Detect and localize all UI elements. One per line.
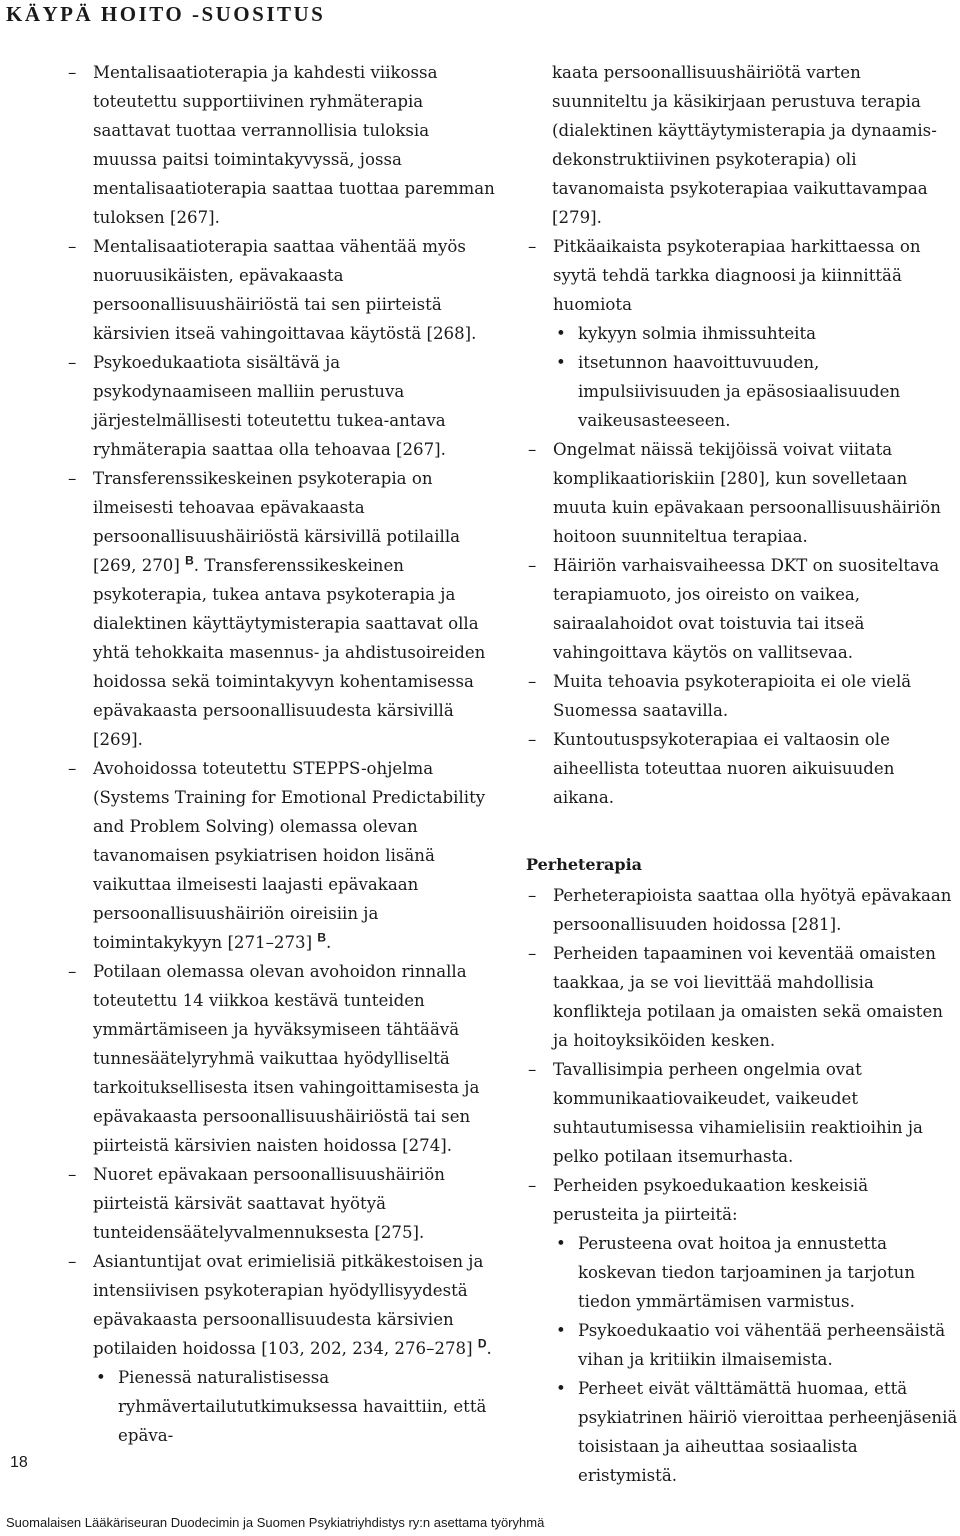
bullet-list (553, 319, 958, 435)
bullet-item: • Perusteena ovat hoitoa ja ennustetta koskevan tiedon tarjoaminen ja tarjotun tiedon ymmärtämisen varmistus. (553, 1229, 958, 1316)
bullet-item: • Pienessä naturalistisessa ryhmävertailututkimuksessa havaittiin, että epäva- (93, 1363, 498, 1450)
list-item: – Ongelmat näissä tekijöissä voivat viitata komplikaatioriskiin [280], kun sovelletaan muuta kuin epävakaan persoonallisuushäiriön hoitoon suunniteltua terapiaa. (526, 435, 958, 551)
list-item: – Tavallisimpia perheen ongelmia ovat kommunikaatiovaikeudet, vaikeudet suhtautumisessa vihamielisiin reaktioihin ja pelko potilaan itsemurhasta. (526, 1055, 958, 1171)
list-item: – Potilaan olemassa olevan avohoidon rinnalla toteutettu 14 viikkoa kestävä tunteiden ymmärtämiseen ja hyväksymiseen tähtäävä tunnesäätelyryhmä vaikuttaa hyödylliseltä tarkoituksellisesta itsen vahingoittamisesta ja epävakaasta persoonallisuushäiriöstä tai sen piirteistä kärsivien naisten hoidossa [274]. (66, 957, 498, 1160)
list-item: – Kuntoutuspsykoterapiaa ei valtaosin ole aiheellista toteuttaa nuoren aikuisuuden aikana. (526, 725, 958, 812)
list-item (66, 464, 498, 754)
evidence-grade: B (185, 553, 194, 568)
item-text: . (486, 1339, 492, 1358)
section-heading: Perheterapia (526, 855, 643, 874)
item-text: . (326, 933, 332, 952)
bullet-item: • Perheet eivät välttämättä huomaa, että psykiatrinen häiriö vieroittaa perheenjäseniä toisistaan ja aiheuttaa sosiaalista eristymistä. (553, 1374, 958, 1490)
list-item: – Psykoedukaatiota sisältävä ja psykodynaamiseen malliin perustuva järjestelmällisesti toteutettu tukea-antava ryhmäterapia saattaa olla tehoavaa [267]. (66, 348, 498, 464)
list-item (66, 1247, 498, 1450)
item-text: Perheiden psykoedukaation keskeisiä perusteita ja piirteitä: (553, 1176, 869, 1224)
document-header: KÄYPÄ HOITO -SUOSITUS (6, 2, 326, 26)
right-column (526, 58, 958, 1490)
bullet-item: • Psykoedukaatio voi vähentää perheensäistä vihan ja kritiikin ilmaisemista. (553, 1316, 958, 1374)
item-text: . Transferenssikeskeinen psykoterapia, tukea antava psykoterapia ja dialektinen käyttäytymisterapia saattavat olla yhtä tehokkaita masennus- ja ahdistusoireiden hoidossa sekä toimintakyvyn kohentamisessa epävakaasta persoonallisuudesta kärsivillä [269]. (93, 556, 486, 749)
list-item (66, 754, 498, 957)
page-number: 18 (10, 1454, 28, 1471)
bullet-item: • itsetunnon haavoittuvuuden, impulsiivisuuden ja epäsosiaalisuuden vaikeusasteeseen. (553, 348, 958, 435)
page-footer: Suomalaisen Lääkäriseuran Duodecimin ja Suomen Psykiatriyhdistys ry:n asettama työryhmä (6, 1515, 545, 1530)
bullet-list (93, 1363, 498, 1450)
bullet-item: • kykyyn solmia ihmissuhteita (553, 319, 958, 348)
family-therapy-list (526, 881, 958, 1490)
item-text: Transferenssikeskeinen psykoterapia on ilmeisesti tehoavaa epävakaasta persoonallisuushäiriöstä kärsivillä potilailla [269, 270] (93, 469, 461, 575)
list-item: – Mentalisaatioterapia ja kahdesti viikossa toteutettu supportiivinen ryhmäterapia saattavat tuottaa verrannollisia tuloksia muussa paitsi toimintakyvyssä, jossa mentalisaatioterapia saattaa tuottaa paremman tuloksen [267]. (66, 58, 498, 232)
bullet-list (553, 1229, 958, 1490)
list-item: – Muita tehoavia psykoterapioita ei ole vielä Suomessa saatavilla. (526, 667, 958, 725)
evidence-grade: B (317, 930, 326, 945)
item-text: Pitkäaikaista psykoterapiaa harkittaessa on syytä tehdä tarkka diagnoosi ja kiinnittää huomiota (553, 237, 921, 314)
list-item (526, 232, 958, 435)
right-dash-list (526, 232, 958, 812)
list-item (526, 1171, 958, 1490)
list-item: – Nuoret epävakaan persoonallisuushäiriön piirteistä kärsivät saattavat hyötyä tunteidensäätelyvalmennuksesta [275]. (66, 1160, 498, 1247)
item-text: Avohoidossa toteutettu STEPPS-ohjelma (Systems Training for Emotional Predictability and Problem Solving) olemassa olevan tavanomaisen psykiatrisen hoidon lisänä vaikuttaa ilmeisesti laajasti epävakaan persoonallisuushäiriön oireisiin ja toimintakykyyn [271–273] (93, 759, 486, 952)
evidence-grade: D (477, 1336, 487, 1351)
continued-text: kaata persoonallisuushäiriötä varten suunniteltu ja käsikirjaan perustuva terapia (dialektinen käyttäytymisterapia ja dynaamis-dekonstruktiivinen psykoterapia) oli tavanomaista psykoterapiaa vaikuttavampaa [279]. (552, 63, 937, 227)
list-item: – Perheiden tapaaminen voi keventää omaisten taakkaa, ja se voi lievittää mahdollisia konflikteja potilaan ja omaisten sekä omaisten ja hoitoyksiköiden kesken. (526, 939, 958, 1055)
left-dash-list (66, 58, 498, 1450)
list-item: – Häiriön varhaisvaiheessa DKT on suositeltava terapiamuoto, jos oireisto on vaikea, sairaalahoidot ovat toistuvia tai itseä vahingoittava käytös on vallitsevaa. (526, 551, 958, 667)
list-item: – Mentalisaatioterapia saattaa vähentää myös nuoruusikäisten, epävakaasta persoonallisuushäiriöstä tai sen piirteistä kärsivien itseä vahingoittavaa käytöstä [268]. (66, 232, 498, 348)
list-item: – Perheterapioista saattaa olla hyötyä epävakaan persoonallisuuden hoidossa [281]. (526, 881, 958, 939)
left-column (66, 58, 498, 1450)
item-text: Asiantuntijat ovat erimielisiä pitkäkestoisen ja intensiivisen psykoterapian hyödyllisyydestä epävakaasta persoonallisuudesta kärsivien potilaiden hoidossa [103, 202, 234, 276–278] (93, 1252, 484, 1358)
